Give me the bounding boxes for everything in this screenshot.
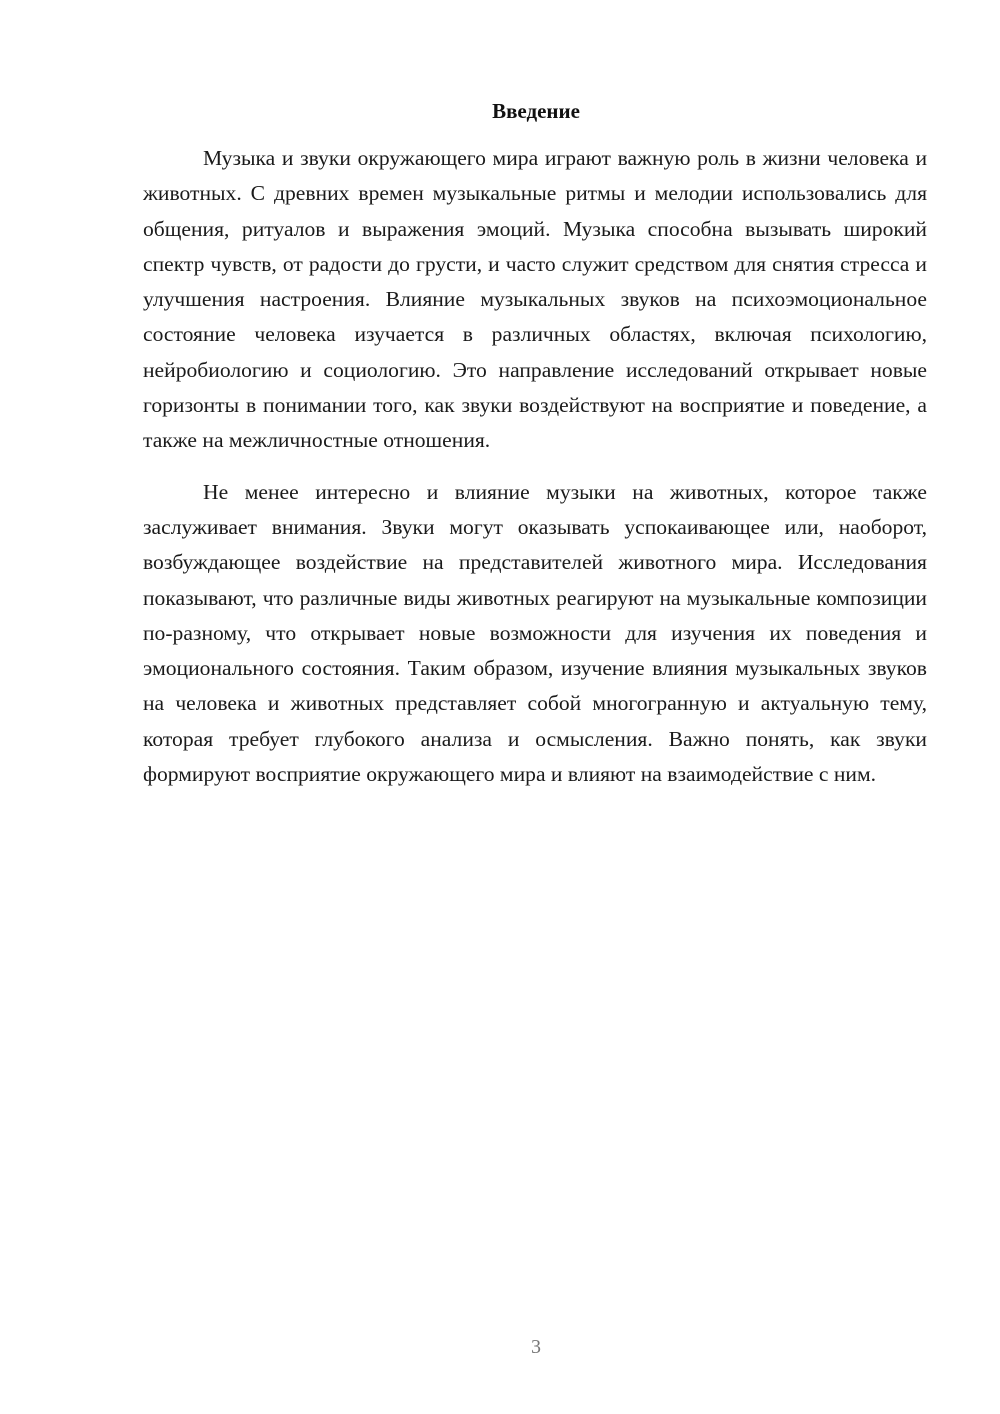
page-number: 3: [531, 1336, 541, 1358]
paragraph-intro: Музыка и звуки окружающего мира играют важную роль в жизни человека и животных. С древних времен музыкальные ритмы и мелодии использовались для общения, ритуалов и выражения эмоций. Музыка способна вызывать широкий спектр чувств, от радости до грусти, и часто служит средством для снятия стресса и улучшения настроения. Влияние музыкальных звуков на психоэмоциональное состояние человека изучается в различных областях, включая психологию, нейробиологию и социологию. Это направление исследований открывает новые горизонты в понимании того, как звуки воздействуют на восприятие и поведение, а также на межличностные отношения.: [143, 146, 927, 453]
body-text: [143, 141, 927, 792]
section-heading: Введение: [492, 99, 580, 123]
paragraph-animals: Не менее интересно и влияние музыки на животных, которое также заслуживает внимания. Звуки могут оказывать успокаивающее или, наоборот, возбуждающее воздействие на представителей животного мира. Исследования показывают, что различные виды животных реагируют на музыкальные композиции по-разному, что открывает новые возможности для изучения их поведения и эмоционального состояния. Таким образом, изучение влияния музыкальных звуков на человека и животных представляет собой многогранную и актуальную тему, которая требует глубокого анализа и осмысления. Важно понять, как звуки формируют восприятие окружающего мира и влияют на взаимодействие с ним.: [143, 479, 927, 787]
